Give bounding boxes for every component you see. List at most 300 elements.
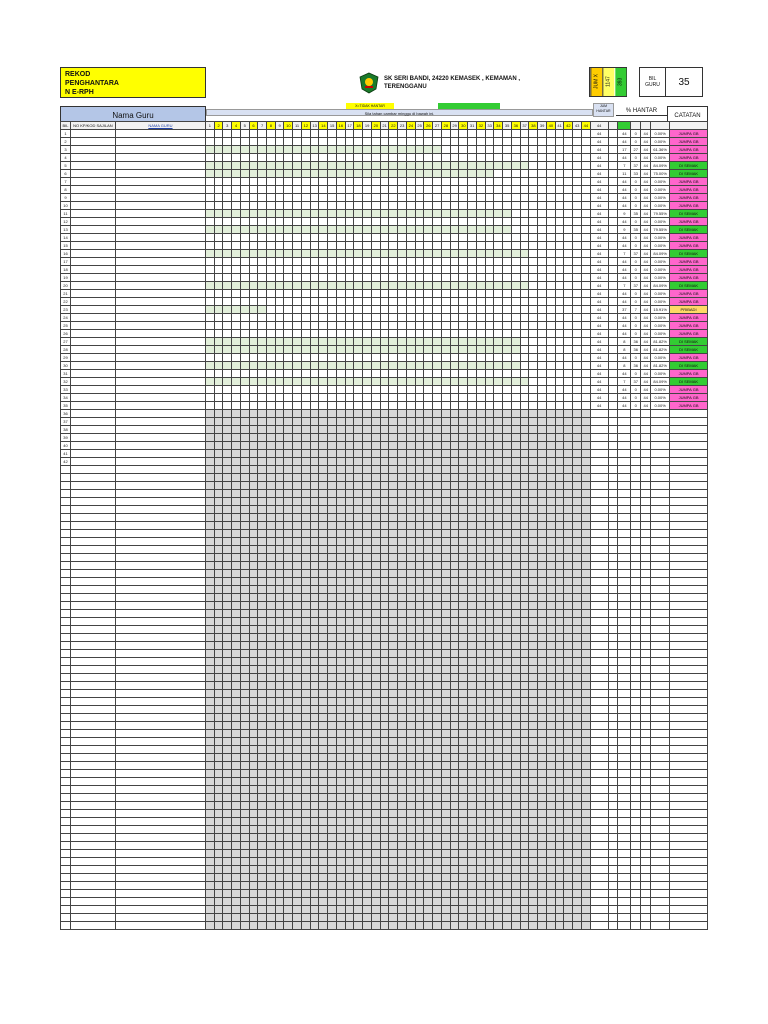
week-cell xyxy=(206,626,215,634)
row-number xyxy=(61,610,71,618)
week-cell xyxy=(503,146,512,154)
week-cell xyxy=(406,482,415,490)
teacher-name-link[interactable] xyxy=(115,290,205,298)
teacher-name-link[interactable] xyxy=(115,242,205,250)
column-gap xyxy=(608,298,618,306)
week-cell xyxy=(363,506,372,514)
row-number: 12 xyxy=(61,218,71,226)
week-cell xyxy=(336,690,345,698)
count-x xyxy=(618,546,631,554)
week-cell xyxy=(555,498,564,506)
column-gap xyxy=(608,130,618,138)
teacher-name-link[interactable] xyxy=(115,378,205,386)
week-cell xyxy=(538,810,547,818)
week-cell xyxy=(511,490,520,498)
week-cell xyxy=(293,418,302,426)
week-cell xyxy=(249,834,258,842)
teacher-name-input[interactable] xyxy=(115,514,205,522)
week-cell xyxy=(249,698,258,706)
teacher-name-input[interactable] xyxy=(115,746,205,754)
week-cell xyxy=(424,674,433,682)
teacher-name-link[interactable] xyxy=(115,186,205,194)
count-total: 44 xyxy=(641,242,651,250)
week-cell xyxy=(380,322,389,330)
teacher-name-input[interactable] xyxy=(115,722,205,730)
week-cell xyxy=(328,842,337,850)
week-cell xyxy=(406,666,415,674)
week-cell xyxy=(494,250,503,258)
teacher-name-input[interactable] xyxy=(115,810,205,818)
week-cell xyxy=(564,386,573,394)
week-cell xyxy=(476,250,485,258)
teacher-name-input[interactable] xyxy=(115,770,205,778)
week-cell xyxy=(441,466,450,474)
teacher-name-link[interactable] xyxy=(115,266,205,274)
week-cell xyxy=(398,234,407,242)
row-total-x: 44 xyxy=(590,346,608,354)
row-total xyxy=(590,642,608,650)
week-cell xyxy=(206,770,215,778)
week-cell xyxy=(354,554,363,562)
teacher-name-input[interactable] xyxy=(115,714,205,722)
teacher-name-input[interactable] xyxy=(115,426,205,434)
week-cell xyxy=(555,378,564,386)
teacher-name-link[interactable] xyxy=(115,234,205,242)
teacher-name-input[interactable] xyxy=(115,434,205,442)
count-x xyxy=(618,810,631,818)
teacher-name-input[interactable] xyxy=(115,666,205,674)
week-cell xyxy=(214,570,223,578)
week-cell xyxy=(223,754,232,762)
teacher-name-input[interactable] xyxy=(115,778,205,786)
count-total xyxy=(641,690,651,698)
count-total xyxy=(641,834,651,842)
week-cell xyxy=(380,834,389,842)
row-total xyxy=(590,602,608,610)
week-cell xyxy=(406,506,415,514)
teacher-name-input[interactable] xyxy=(115,634,205,642)
count-ok xyxy=(631,810,641,818)
teacher-name-input[interactable] xyxy=(115,602,205,610)
teacher-name-input[interactable] xyxy=(115,506,205,514)
teacher-name-link[interactable] xyxy=(115,346,205,354)
week-cell xyxy=(336,338,345,346)
week-cell xyxy=(441,682,450,690)
week-cell xyxy=(494,506,503,514)
column-header-week: 1 xyxy=(206,122,215,130)
week-cell xyxy=(345,674,354,682)
week-cell xyxy=(503,530,512,538)
week-cell xyxy=(223,370,232,378)
week-cell xyxy=(371,570,380,578)
week-cell xyxy=(275,650,284,658)
teacher-name-input[interactable] xyxy=(115,570,205,578)
week-cell xyxy=(336,258,345,266)
teacher-ic xyxy=(70,682,115,690)
week-cell xyxy=(293,410,302,418)
week-cell xyxy=(319,586,328,594)
week-cell xyxy=(468,466,477,474)
week-cell xyxy=(258,730,267,738)
week-cell xyxy=(573,362,582,370)
week-cell xyxy=(555,274,564,282)
catatan-status: JUMPA GB xyxy=(670,178,708,186)
teacher-name-input[interactable] xyxy=(115,682,205,690)
column-header-week: 32 xyxy=(476,122,485,130)
week-cell xyxy=(546,354,555,362)
teacher-name-input[interactable] xyxy=(115,626,205,634)
teacher-name-input[interactable] xyxy=(115,690,205,698)
week-cell xyxy=(450,186,459,194)
week-cell xyxy=(415,490,424,498)
teacher-name-link[interactable] xyxy=(115,130,205,138)
teacher-name-input[interactable] xyxy=(115,826,205,834)
teacher-name-input[interactable] xyxy=(115,762,205,770)
week-cell xyxy=(485,578,494,586)
empty-row xyxy=(61,570,708,578)
teacher-name-input[interactable] xyxy=(115,410,205,418)
week-cell xyxy=(415,450,424,458)
count-total xyxy=(641,418,651,426)
week-cell xyxy=(240,258,249,266)
week-cell xyxy=(398,338,407,346)
week-cell xyxy=(319,426,328,434)
jum-hantar-heading: JUM HANTAR xyxy=(593,103,614,117)
teacher-name-input[interactable] xyxy=(115,498,205,506)
teacher-name-input[interactable] xyxy=(115,474,205,482)
week-cell xyxy=(546,626,555,634)
teacher-ic xyxy=(70,594,115,602)
week-cell xyxy=(293,314,302,322)
week-cell xyxy=(564,682,573,690)
week-cell xyxy=(354,682,363,690)
week-cell xyxy=(459,594,468,602)
week-cell xyxy=(345,578,354,586)
teacher-name-input[interactable] xyxy=(115,586,205,594)
teacher-ic xyxy=(70,722,115,730)
week-cell xyxy=(371,370,380,378)
week-cell xyxy=(354,778,363,786)
week-cell xyxy=(275,826,284,834)
teacher-name-link[interactable] xyxy=(115,154,205,162)
column-header-week: 41 xyxy=(555,122,564,130)
row-number: 19 xyxy=(61,274,71,282)
week-cell xyxy=(328,818,337,826)
teacher-name-input[interactable] xyxy=(115,610,205,618)
week-cell xyxy=(529,810,538,818)
week-cell xyxy=(380,754,389,762)
week-cell xyxy=(555,194,564,202)
week-cell xyxy=(433,194,442,202)
week-cell xyxy=(328,314,337,322)
teacher-name-input[interactable] xyxy=(115,698,205,706)
week-cell xyxy=(581,586,590,594)
week-cell xyxy=(468,666,477,674)
week-cell xyxy=(336,746,345,754)
week-cell xyxy=(345,762,354,770)
catatan-status: JUMPA GB xyxy=(670,154,708,162)
week-cell xyxy=(336,722,345,730)
week-cell xyxy=(546,250,555,258)
week-cell xyxy=(459,530,468,538)
teacher-name-input[interactable] xyxy=(115,834,205,842)
week-cell xyxy=(345,690,354,698)
week-cell xyxy=(520,218,529,226)
teacher-name-link[interactable] xyxy=(115,258,205,266)
column-gap xyxy=(608,490,618,498)
week-cell xyxy=(581,722,590,730)
week-cell xyxy=(546,554,555,562)
week-cell xyxy=(284,186,293,194)
week-cell xyxy=(258,290,267,298)
teacher-ic xyxy=(70,530,115,538)
week-cell xyxy=(363,386,372,394)
week-cell xyxy=(240,434,249,442)
teacher-name-input[interactable] xyxy=(115,418,205,426)
teacher-name-link[interactable] xyxy=(115,386,205,394)
week-cell xyxy=(336,698,345,706)
teacher-name-link[interactable] xyxy=(115,194,205,202)
week-cell xyxy=(424,402,433,410)
week-cell xyxy=(424,730,433,738)
teacher-name-link[interactable] xyxy=(115,338,205,346)
week-cell xyxy=(328,138,337,146)
teacher-name-link[interactable] xyxy=(115,202,205,210)
column-header-week: 30 xyxy=(459,122,468,130)
week-cell xyxy=(223,666,232,674)
week-cell xyxy=(494,258,503,266)
teacher-name-link[interactable] xyxy=(115,218,205,226)
week-cell xyxy=(328,186,337,194)
week-cell xyxy=(485,730,494,738)
week-cell xyxy=(573,538,582,546)
teacher-name-link[interactable] xyxy=(115,370,205,378)
week-cell xyxy=(564,138,573,146)
week-cell xyxy=(424,146,433,154)
teacher-name-input[interactable] xyxy=(115,650,205,658)
empty-row xyxy=(61,826,708,834)
week-cell xyxy=(214,586,223,594)
week-cell xyxy=(214,210,223,218)
teacher-name-link[interactable] xyxy=(115,322,205,330)
teacher-name-input[interactable] xyxy=(115,738,205,746)
teacher-name-input[interactable] xyxy=(115,466,205,474)
week-cell xyxy=(363,818,372,826)
teacher-name-input[interactable] xyxy=(115,802,205,810)
week-cell xyxy=(301,458,310,466)
teacher-name-input[interactable] xyxy=(115,538,205,546)
week-cell xyxy=(206,794,215,802)
teacher-name-input[interactable] xyxy=(115,642,205,650)
week-cell xyxy=(363,810,372,818)
week-cell xyxy=(223,426,232,434)
week-cell xyxy=(406,186,415,194)
teacher-name-input[interactable] xyxy=(115,794,205,802)
week-cell xyxy=(415,754,424,762)
teacher-name-input[interactable] xyxy=(115,522,205,530)
week-cell xyxy=(371,490,380,498)
count-total xyxy=(641,658,651,666)
teacher-name-input[interactable] xyxy=(115,442,205,450)
week-cell xyxy=(319,146,328,154)
teacher-name-input[interactable] xyxy=(115,706,205,714)
week-cell xyxy=(293,202,302,210)
week-cell xyxy=(336,602,345,610)
column-header-week: 37 xyxy=(520,122,529,130)
week-cell xyxy=(345,442,354,450)
teacher-name-link[interactable] xyxy=(115,394,205,402)
teacher-name-input[interactable] xyxy=(115,490,205,498)
teacher-name-input[interactable] xyxy=(115,482,205,490)
count-x: 44 xyxy=(618,354,631,362)
week-cell xyxy=(581,570,590,578)
teacher-name-link[interactable] xyxy=(115,210,205,218)
teacher-name-link[interactable] xyxy=(115,362,205,370)
teacher-name-link[interactable] xyxy=(115,250,205,258)
teacher-name-input[interactable] xyxy=(115,658,205,666)
week-cell xyxy=(511,530,520,538)
teacher-name-input[interactable] xyxy=(115,618,205,626)
week-cell xyxy=(301,306,310,314)
percent-hantar xyxy=(651,810,670,818)
week-cell xyxy=(529,130,538,138)
week-cell xyxy=(232,394,241,402)
week-cell xyxy=(275,610,284,618)
teacher-name-link[interactable] xyxy=(115,282,205,290)
week-cell xyxy=(433,410,442,418)
week-cell xyxy=(520,290,529,298)
week-cell xyxy=(494,810,503,818)
week-cell xyxy=(406,722,415,730)
week-cell xyxy=(371,170,380,178)
week-cell xyxy=(328,698,337,706)
week-cell xyxy=(538,458,547,466)
teacher-name-input[interactable] xyxy=(115,450,205,458)
teacher-name-input[interactable] xyxy=(115,546,205,554)
teacher-name-link[interactable] xyxy=(115,162,205,170)
week-cell xyxy=(450,154,459,162)
week-cell xyxy=(232,146,241,154)
week-cell xyxy=(284,130,293,138)
week-cell xyxy=(520,738,529,746)
week-cell xyxy=(573,602,582,610)
teacher-name-link[interactable] xyxy=(115,274,205,282)
week-cell xyxy=(485,346,494,354)
week-cell xyxy=(275,362,284,370)
teacher-name-input[interactable] xyxy=(115,754,205,762)
teacher-name-input[interactable] xyxy=(115,530,205,538)
row-number xyxy=(61,674,71,682)
teacher-ic xyxy=(70,146,115,154)
count-ok xyxy=(631,434,641,442)
week-cell xyxy=(476,362,485,370)
teacher-name-input[interactable] xyxy=(115,674,205,682)
week-cell xyxy=(223,642,232,650)
teacher-name-link[interactable] xyxy=(115,138,205,146)
week-cell xyxy=(398,506,407,514)
week-cell xyxy=(371,578,380,586)
week-cell xyxy=(328,242,337,250)
teacher-name-input[interactable] xyxy=(115,578,205,586)
teacher-name-input[interactable] xyxy=(115,562,205,570)
teacher-name-link[interactable] xyxy=(115,354,205,362)
week-cell xyxy=(476,154,485,162)
week-cell xyxy=(206,466,215,474)
teacher-name-link[interactable] xyxy=(115,226,205,234)
column-gap xyxy=(608,426,618,434)
week-cell xyxy=(214,362,223,370)
week-cell xyxy=(406,202,415,210)
week-cell xyxy=(415,170,424,178)
week-cell xyxy=(424,754,433,762)
week-cell xyxy=(564,626,573,634)
teacher-name-link[interactable] xyxy=(115,298,205,306)
week-cell xyxy=(371,658,380,666)
teacher-name-link[interactable] xyxy=(115,314,205,322)
week-cell xyxy=(494,330,503,338)
teacher-name-link[interactable] xyxy=(115,306,205,314)
teacher-name-input[interactable] xyxy=(115,842,205,850)
week-cell xyxy=(267,226,276,234)
week-cell xyxy=(468,626,477,634)
teacher-name-input[interactable] xyxy=(115,730,205,738)
week-cell xyxy=(538,658,547,666)
teacher-name-input[interactable] xyxy=(115,786,205,794)
week-cell xyxy=(328,626,337,634)
teacher-name-link[interactable] xyxy=(115,146,205,154)
teacher-name-link[interactable] xyxy=(115,402,205,410)
count-ok xyxy=(631,826,641,834)
week-cell xyxy=(284,450,293,458)
week-cell xyxy=(573,386,582,394)
teacher-name-input[interactable] xyxy=(115,554,205,562)
row-total-x: 44 xyxy=(590,330,608,338)
week-cell xyxy=(319,594,328,602)
week-cell xyxy=(511,162,520,170)
week-cell xyxy=(503,658,512,666)
week-cell xyxy=(555,546,564,554)
week-cell xyxy=(581,282,590,290)
teacher-name-link[interactable] xyxy=(115,170,205,178)
week-cell xyxy=(424,738,433,746)
week-cell xyxy=(301,474,310,482)
week-cell xyxy=(214,634,223,642)
week-cell xyxy=(275,266,284,274)
teacher-name-link[interactable] xyxy=(115,178,205,186)
week-cell xyxy=(476,370,485,378)
week-cell xyxy=(371,234,380,242)
week-cell xyxy=(258,226,267,234)
week-cell xyxy=(389,226,398,234)
teacher-name-input[interactable] xyxy=(115,458,205,466)
teacher-name-input[interactable] xyxy=(115,818,205,826)
week-cell xyxy=(232,266,241,274)
teacher-name-input[interactable] xyxy=(115,594,205,602)
count-x: 44 xyxy=(618,130,631,138)
week-cell xyxy=(398,482,407,490)
week-cell xyxy=(293,458,302,466)
week-cell xyxy=(284,506,293,514)
week-cell xyxy=(468,586,477,594)
week-cell xyxy=(310,594,319,602)
week-cell xyxy=(441,410,450,418)
catatan-status xyxy=(670,490,708,498)
row-number: 39 xyxy=(61,434,71,442)
teacher-name-link[interactable] xyxy=(115,330,205,338)
week-cell xyxy=(371,698,380,706)
week-cell xyxy=(494,794,503,802)
week-cell xyxy=(573,418,582,426)
